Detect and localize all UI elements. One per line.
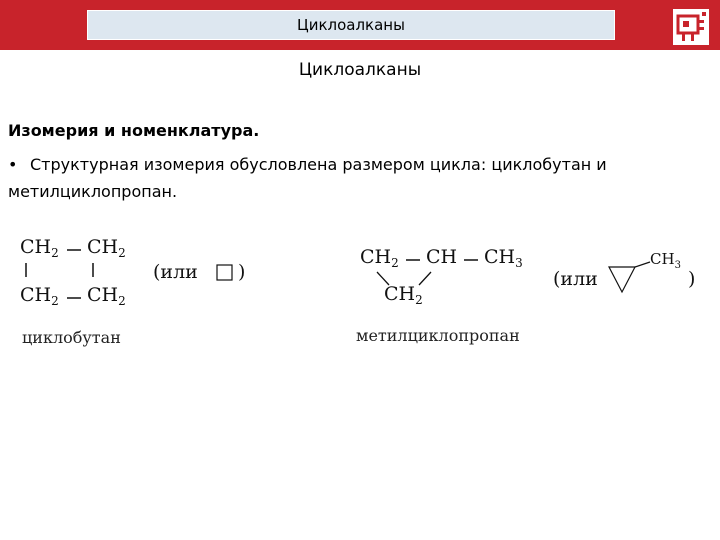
cyclobutane-ch2-bottom-right: $CH_2$ (87, 284, 126, 308)
cyclopropane-methyl-icon (607, 262, 653, 296)
cyclobutane-alt-open: (или (153, 261, 198, 283)
cyclobutane-ch2-bottom-left: $CH_2$ (20, 284, 59, 308)
cyclobutane-label: циклобутан (22, 328, 121, 347)
mcp-ch3: $CH_3$ (484, 246, 523, 270)
bullet-icon: • (8, 155, 18, 174)
bullet-item (8, 151, 708, 205)
cyclobutane-ch2-top-right: $CH_2$ (87, 236, 126, 260)
cyclobutane-bond-top (67, 248, 83, 252)
header-title: Циклоалканы (87, 10, 615, 40)
square-icon (216, 264, 234, 282)
header-bar (0, 0, 720, 50)
mcp-alt-methyl: $CH_3$ (650, 250, 681, 271)
mcp-bond-1 (406, 258, 422, 262)
slide-title: Циклоалканы (298, 60, 422, 80)
mcp-ch: CH (426, 246, 458, 268)
cyclobutane-alt-close: ) (238, 261, 246, 283)
cyclobutane-ch2-top-left: $CH_2$ (20, 236, 59, 260)
mcp-alt-close: ) (688, 268, 696, 290)
section-heading: Изомерия и номенклатура. (8, 121, 260, 140)
bullet-text: Структурная изомерия обусловлена размером цикла: циклобутан и метилциклопропан. (8, 155, 607, 201)
methylcyclopropane-label: метилциклопропан (356, 326, 520, 345)
mcp-alt-open: (или (553, 268, 598, 290)
mcp-bond-2 (464, 258, 480, 262)
cyclobutane-bond-bottom (67, 296, 83, 300)
cyclobutane-bond-left (24, 263, 28, 279)
mcp-ch2-bottom: $CH_2$ (384, 283, 423, 307)
cyclobutane-bond-right (91, 263, 95, 279)
university-logo-icon (672, 8, 710, 46)
mcp-ch2: $CH_2$ (360, 246, 399, 270)
